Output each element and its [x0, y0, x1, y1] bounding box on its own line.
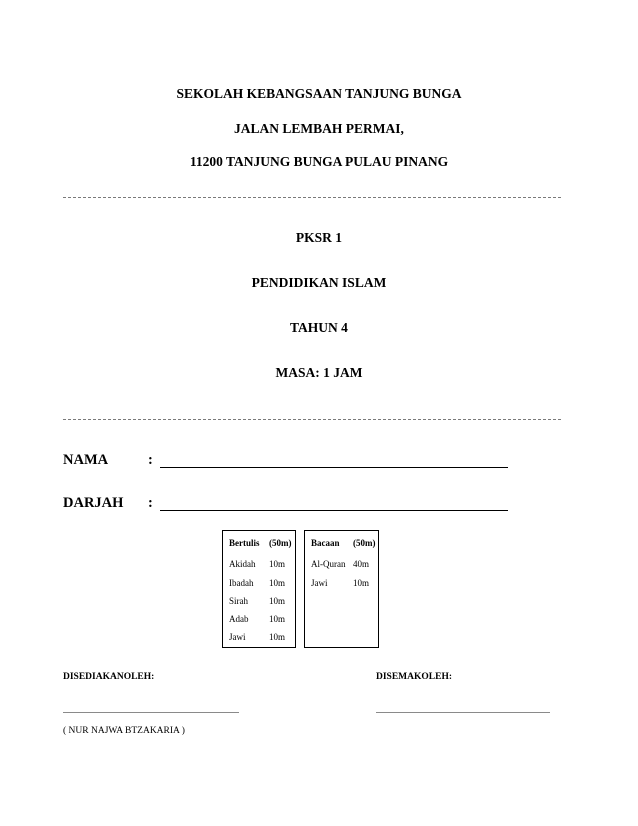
reading-total: (50m) — [353, 538, 376, 548]
written-row-mark: 10m — [269, 596, 286, 606]
exam-code: PKSR 1 — [295, 230, 343, 245]
school-city: 11200 TANJUNG BUNGA PULAU PINANG — [189, 154, 449, 169]
reading-row-label: Al-Quran — [311, 559, 346, 569]
verifier-signature-line — [376, 712, 550, 713]
preparer-name: ( NUR NAJWA BTZAKARIA ) — [63, 726, 185, 736]
written-row-mark: 10m — [269, 578, 286, 588]
reading-row-label: Jawi — [311, 578, 328, 588]
written-row-mark: 10m — [269, 632, 286, 642]
reading-row-mark: 10m — [353, 578, 370, 588]
verified-by-label: DISEMAKOLEH: — [376, 672, 453, 682]
written-row-label: Jawi — [229, 632, 246, 642]
written-row-label: Ibadah — [229, 578, 254, 588]
exam-subject: PENDIDIKAN ISLAM — [251, 275, 387, 290]
class-colon: : — [148, 495, 153, 511]
written-title: Bertulis — [229, 538, 260, 548]
school-name: SEKOLAH KEBANGSAAN TANJUNG BUNGA — [176, 86, 462, 101]
written-row-label: Akidah — [229, 559, 256, 569]
name-colon: : — [148, 452, 153, 468]
header-divider — [63, 197, 561, 198]
written-row-mark: 10m — [269, 614, 286, 624]
prepared-by-label: DISEDIAKANOLEH: — [63, 672, 155, 682]
reading-marks-box — [304, 530, 379, 648]
written-marks-box — [222, 530, 296, 648]
written-row-label: Adab — [229, 614, 249, 624]
name-field[interactable] — [160, 467, 508, 468]
written-row-label: Sirah — [229, 596, 248, 606]
name-label: NAMA — [63, 452, 109, 468]
info-divider — [63, 419, 561, 420]
exam-level: TAHUN 4 — [290, 320, 348, 335]
class-label: DARJAH — [63, 495, 124, 511]
class-field[interactable] — [160, 510, 508, 511]
reading-title: Bacaan — [311, 538, 340, 548]
written-row-mark: 10m — [269, 559, 286, 569]
written-total: (50m) — [269, 538, 292, 548]
preparer-signature-line — [63, 712, 239, 713]
school-street: JALAN LEMBAH PERMAI, — [234, 121, 404, 136]
reading-row-mark: 40m — [353, 559, 370, 569]
exam-duration: MASA: 1 JAM — [275, 365, 363, 380]
